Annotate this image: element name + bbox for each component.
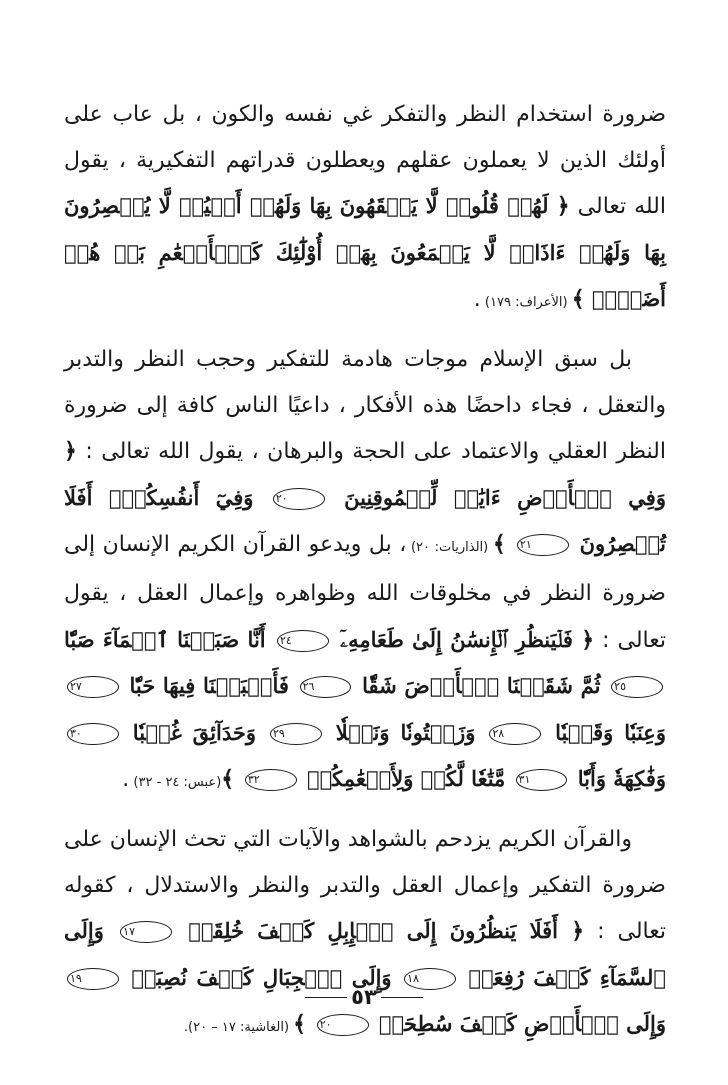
page-number: ٥٣ [351,985,377,1009]
ayah-number: ٢٨ [489,723,541,745]
quran-verse: فَأَنۢبَتۡنَا فِيهَا حَبّٗا [121,673,297,699]
ornate-bracket: ﴾ [571,286,585,313]
ayah-number: ١٨ [404,968,456,990]
ornate-bracket: ﴿ [571,918,585,945]
verse-reference: (الغاشية: ١٧ – ٢٠). [183,1020,294,1036]
ayah-number: ١٩ [67,968,119,990]
ayah-number: ٢١ [517,534,569,556]
quran-verse: مَّتَٰعٗا لَّكُمۡ وَلِأَنۡعَٰمِكُمۡ [299,766,513,792]
ornate-bracket: ﴾ [293,1011,314,1038]
quran-verse: وَعِنَبٗا وَقَضۡبٗا [544,719,666,745]
body-text: ، بل ويدعو القرآن الكريم الإنسان إلى ضرورة النظر في مخلوقات الله وظواهره وإعمال العقل ، يقول تعالى : [64,532,667,653]
ayah-number: ٢٠ [273,488,325,510]
ayah-number: ٣١ [516,769,568,791]
quran-verse: وَفَٰكِهَةٗ وَأَبّٗا [570,766,666,792]
footer-rule-left [305,997,347,998]
ayah-number: ١٧ [120,921,172,943]
quran-verse: ثُمَّ شَقَقۡنَا ٱلۡأَرۡضَ شَقّٗا [354,673,609,699]
quran-verse: لَهُمۡ قُلُوبٞ لَّا يَفۡقَهُونَ بِهَا وَلَهُمۡ أَعۡيُنٞ لَّا يُبۡصِرُونَ بِهَا وَلَهُمۡ ءَاذَانٞ لَّا يَسۡمَعُونَ بِهَآۚ أُوْلَٰٓئِكَ كَٱلۡأَنۡعَٰمِ بَلۡ هُمۡ أَضَلُّۚ [64,193,666,312]
ayah-number: ٢٧ [67,676,119,698]
ayah-number: ٢٠ [317,1014,369,1036]
verse-reference: (الأعراف: ١٧٩) [480,295,572,311]
paragraph-2 [64,337,666,806]
quran-verse: وَزَيۡتُونٗا وَنَخۡلٗا [324,719,487,745]
body-text: . [122,767,130,793]
quran-verse: وَفِي ٱلۡأَرۡضِ ءَايَٰتٞ لِّلۡمُوقِنِينَ [327,484,666,510]
ornate-bracket: ﴿ [581,626,595,653]
ornate-bracket: ﴿ [64,438,77,465]
quran-verse: وَإِلَى ٱلۡأَرۡضِ كَيۡفَ سُطِحَتۡ [371,1011,666,1037]
body-text: والقرآن الكريم يزدحم بالشواهد والآيات التي تحث الإنسان على ضرورة التفكير وإعمال العقل والتدبر والنظر والاستدلال ، كقوله تعالى : [64,826,666,945]
ornate-bracket: ﴿ [556,193,570,220]
paragraph-3 [64,817,666,1051]
ornate-bracket: ﴾ [492,531,514,558]
quran-verse: وَإِلَى ٱلسَّمَآءِ كَيۡفَ رُفِعَتۡ [64,918,666,990]
ayah-number: ٢٤ [277,630,329,652]
footer-rule-right [381,997,423,998]
body-text: ضرورة استخدام النظر والتفكر غي نفسه والكون ، بل عاب على أولئك الذين لا يعملون عقلهم ويعطلون قدراتهم التفكيرية ، يقول الله تعالى [64,102,666,220]
quran-verse: وَحَدَآئِقَ غُلۡبٗا [121,719,267,745]
ayah-number: ٣٢ [245,769,297,791]
ayah-number: ٢٥ [611,676,663,698]
quran-verse: وَإِلَى ٱلۡجِبَالِ كَيۡفَ نُصِبَتۡ [121,964,402,990]
paragraph-1 [64,92,666,326]
quran-verse: أَنَّا صَبَبۡنَا ٱلۡمَآءَ صَبّٗا [64,626,274,652]
ayah-number: ٢٩ [270,723,322,745]
ayah-number: ٣٠ [67,723,119,745]
ayah-number: ٢٦ [300,676,352,698]
quran-verse: أَفَلَا يَنظُرُونَ إِلَى ٱلۡإِبِلِ كَيۡفَ خُلِقَتۡ [174,918,572,944]
quran-verse: وَفِيٓ أَنفُسِكُمۡۚ أَفَلَا تُبۡصِرُونَ [64,484,666,557]
quran-verse: فَلۡيَنظُرِ ٱلۡإِنسَٰنُ إِلَىٰ طَعَامِهِۦٓ [331,626,582,652]
ornate-bracket: ﴾ [221,766,242,793]
page-footer [0,985,728,1009]
body-text: . [473,287,481,313]
body-text: بل سبق الإسلام موجات هادمة للتفكير وحجب النظر والتدبر والتعقل ، فجاء داحضًا هذه الأفكار ، داعيًا الناس كافة إلى ضرورة النظر العقلي والاعتماد على الحجة والبرهان ، يقول الله تعالى : [64,346,666,465]
verse-reference: (الذاريات: ٢٠) [406,540,493,556]
verse-reference: (عبس: ٢٤ - ٣٢) [129,775,222,791]
